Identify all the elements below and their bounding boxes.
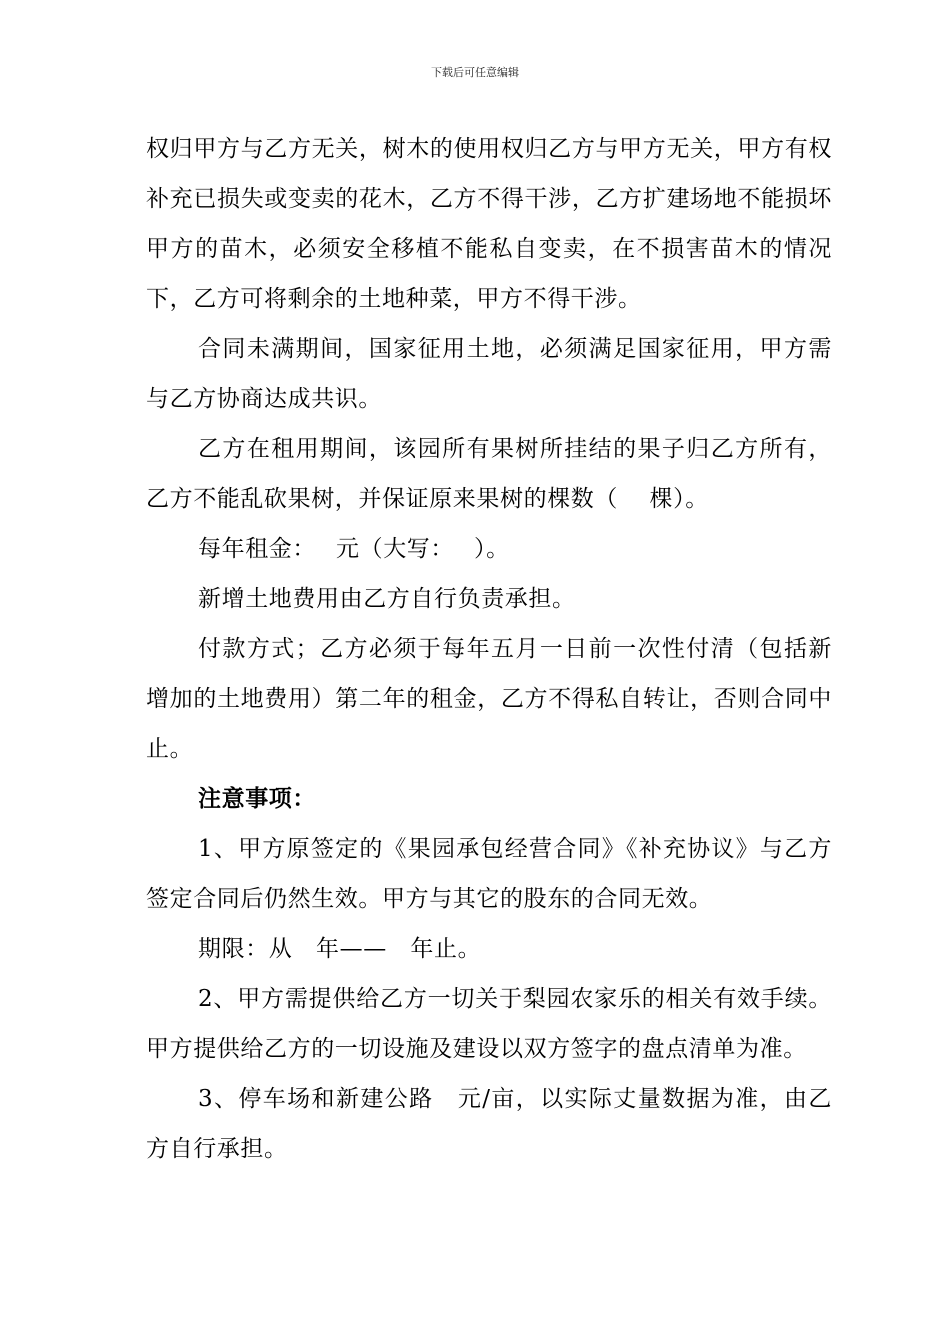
paragraph-land-expropriation: 合同未满期间，国家征用土地，必须满足国家征用，甲方需与乙方协商达成共识。	[146, 336, 832, 412]
paragraph-note-2: 2、甲方需提供给乙方一切关于梨园农家乐的相关有效手续。甲方提供给乙方的一切设施及建设以双方签字的盘点清单为准。	[146, 986, 832, 1062]
section-heading-notes: 注意事项：	[198, 785, 316, 812]
paragraph-note-3: 3、停车场和新建公路 元/亩，以实际丈量数据为准，由乙方自行承担。	[146, 1086, 832, 1162]
document-body	[146, 124, 832, 1174]
paragraph-payment-method: 付款方式；乙方必须于每年五月一日前一次性付清（包括新增加的土地费用）第二年的租金，乙方不得私自转让，否则合同中止。	[146, 636, 832, 762]
page-header: 下载后可任意编辑	[431, 66, 519, 79]
paragraph-term: 期限：从 年—— 年止。	[198, 936, 482, 962]
paragraph-annual-rent: 每年租金： 元（大写： ）。	[198, 536, 510, 562]
paragraph-note-1: 1、甲方原签定的《果园承包经营合同》《补充协议》与乙方签定合同后仍然生效。甲方与其它的股东的合同无效。	[146, 836, 832, 912]
paragraph-tree-rights: 权归甲方与乙方无关，树木的使用权归乙方与甲方无关，甲方有权补充已损失或变卖的花木，乙方不得干涉，乙方扩建场地不能损坏甲方的苗木，必须安全移植不能私自变卖，在不损害苗木的情况下，乙方可将剩余的土地种菜，甲方不得干涉。	[146, 136, 832, 312]
paragraph-fruit-ownership: 乙方在租用期间，该园所有果树所挂结的果子归乙方所有，乙方不能乱砍果树，并保证原来果树的棵数（ 棵）。	[146, 436, 832, 512]
paragraph-new-land-cost: 新增土地费用由乙方自行负责承担。	[198, 586, 576, 612]
